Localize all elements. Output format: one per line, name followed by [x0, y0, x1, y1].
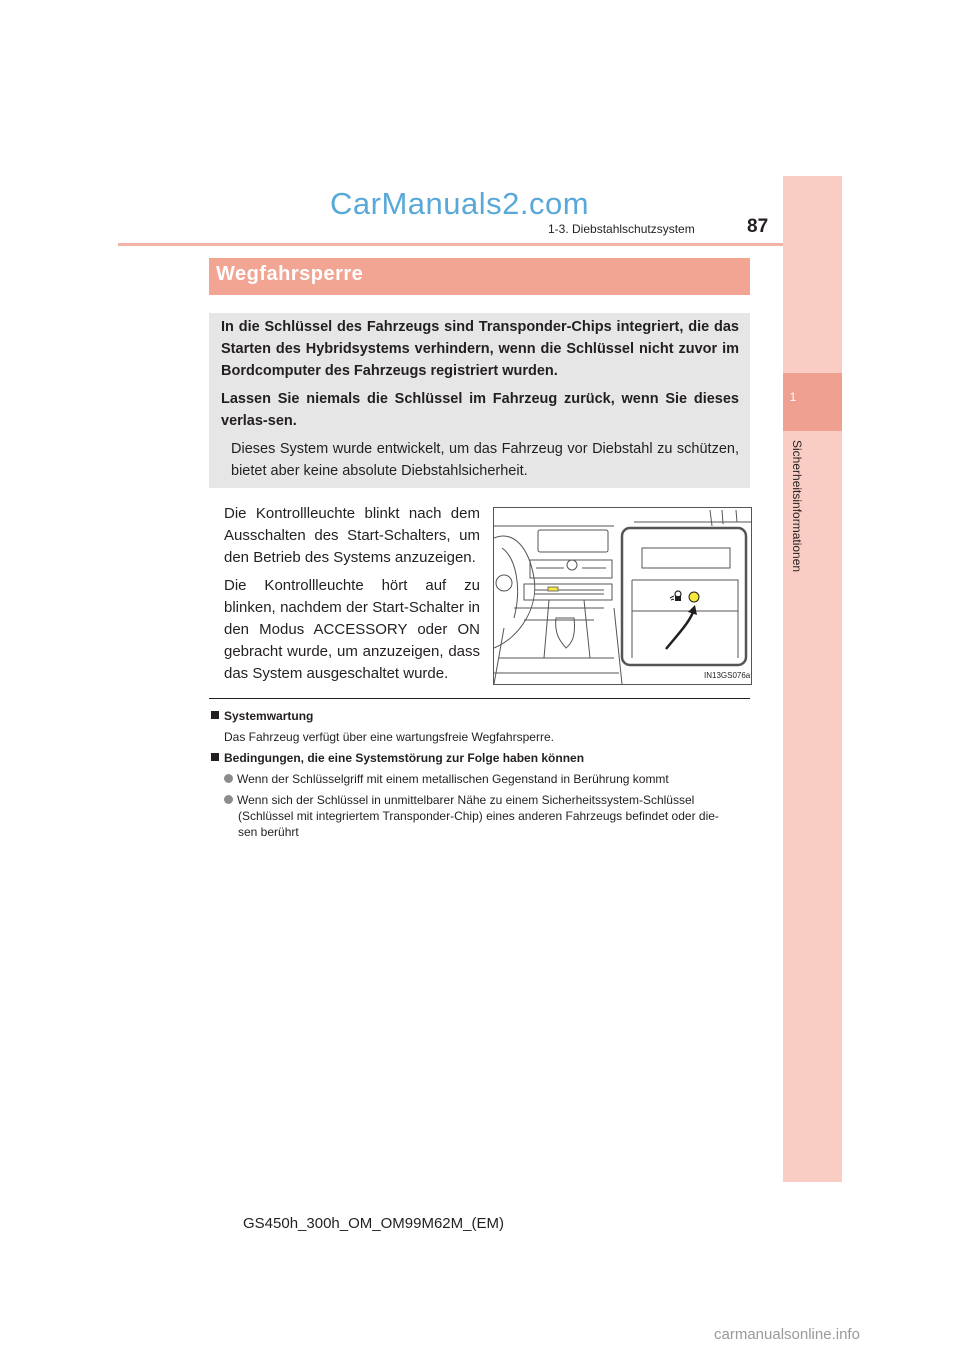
condition-bullet-2: Wenn sich der Schlüssel in unmittelbarer Nähe zu einem Sicherheitssystem-Schlüssel (Schlüssel mit integriertem Transponder-Chip) eines anderen Fahrzeugs befindet oder die- sen berührt — [224, 792, 750, 840]
body-paragraph-2: Die Kontrollleuchte hört auf zu blinken, nachdem der Start-Schalter in den Modus ACCESSORY oder ON gebracht wurde, um anzuzeigen, dass das System ausgeschaltet wurde. — [224, 577, 480, 682]
section-heading: Wegfahrsperre — [216, 263, 364, 285]
header-rule — [118, 243, 842, 246]
intro-paragraph-2: Lassen Sie niemals die Schlüssel im Fahrzeug zurück, wenn Sie dieses verlas-sen. — [221, 391, 739, 429]
figure-code: IN13GS076a — [704, 671, 751, 680]
chapter-number: 1 — [789, 390, 797, 404]
footer-model-code: GS450h_300h_OM_OM99M62M_(EM) — [243, 1215, 504, 1232]
footer-watermark: carmanualsonline.info — [714, 1326, 860, 1343]
page-number: 87 — [747, 216, 769, 237]
info-heading-systemwartung: Systemwartung — [211, 709, 313, 723]
section-label: 1-3. Diebstahlschutzsystem — [548, 222, 695, 236]
section-divider — [209, 698, 750, 699]
dashboard-drawing — [494, 508, 751, 684]
chapter-title: Sicherheitsinformationen — [790, 440, 804, 573]
square-bullet-icon — [211, 711, 219, 719]
info-heading-conditions: Bedingungen, die eine Systemstörung zur Folge haben können — [211, 751, 584, 765]
condition-bullet-1: Wenn der Schlüsselgriff mit einem metallischen Gegenstand in Berührung kommt — [224, 771, 750, 787]
dashboard-illustration — [493, 507, 752, 685]
round-bullet-icon — [224, 774, 233, 783]
security-indicator-light — [689, 592, 699, 602]
square-bullet-icon — [211, 753, 219, 761]
body-paragraph-1: Die Kontrollleuchte blinkt nach dem Ausschalten des Start-Schalters, um den Betrieb des Systems anzuzeigen. — [224, 505, 480, 566]
watermark-logo: CarManuals2.com — [330, 186, 590, 221]
intro-paragraph-1: In die Schlüssel des Fahrzeugs sind Transponder-Chips integriert, die das Starten des Hybridsystems verhindern, wenn die Schlüssel nicht zuvor im Bordcomputer des Fahrzeugs registriert wurden. — [221, 319, 739, 379]
info-text-systemwartung: Das Fahrzeug verfügt über eine wartungsfreie Wegfahrsperre. — [224, 730, 554, 744]
round-bullet-icon — [224, 795, 233, 804]
chapter-side-tab — [783, 176, 842, 1182]
intro-note: Dieses System wurde entwickelt, um das Fahrzeug vor Diebstahl zu schützen, bietet aber keine absolute Diebstahlsicherheit. — [231, 441, 739, 479]
